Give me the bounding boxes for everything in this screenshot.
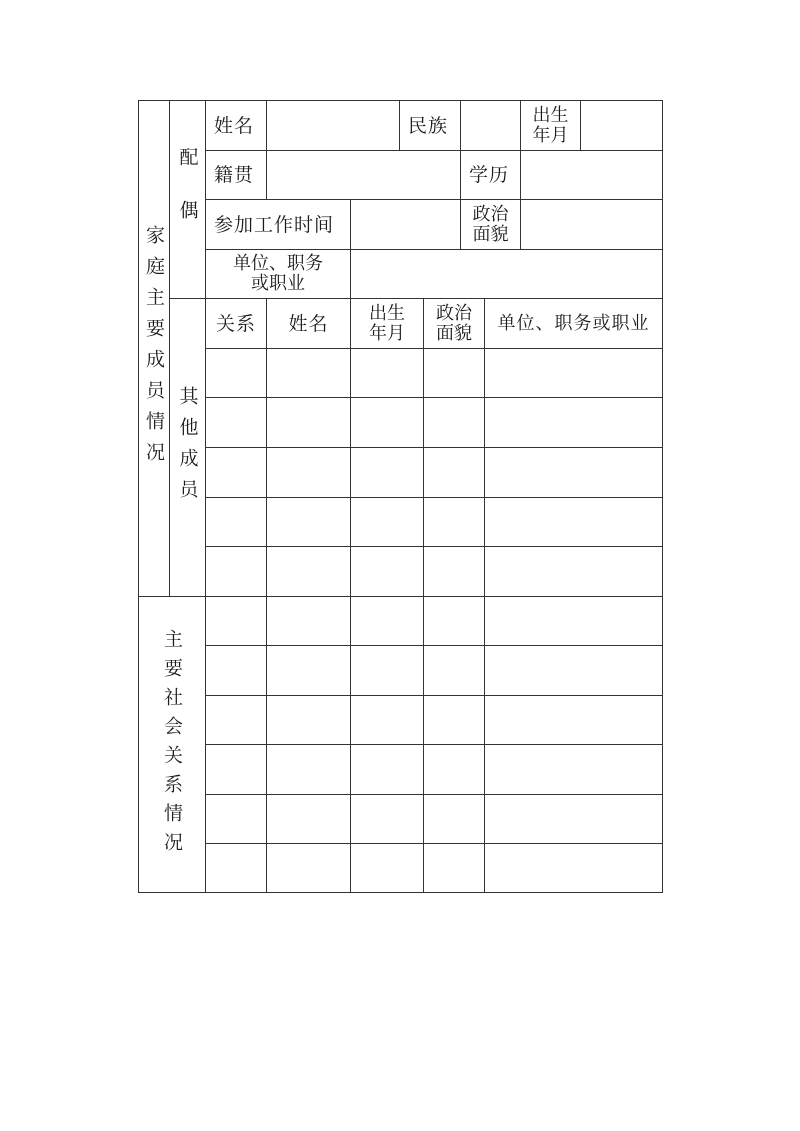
spouse-title: 配偶 [176,146,199,253]
family-member-row[interactable] [206,547,662,596]
col-header-name: 姓名 [288,312,329,335]
social-relation-row[interactable] [206,745,662,794]
spouse-native-place-field[interactable] [267,151,460,199]
spouse-birth-field[interactable] [581,101,662,150]
spouse-employer-field[interactable] [351,250,662,298]
social-section-title: 主要社会关系情况 [161,628,183,861]
col-header-birth: 出生 年月 [369,302,405,344]
spouse-name-field[interactable] [267,101,399,150]
family-member-row[interactable] [206,498,662,546]
social-relation-row[interactable] [206,795,662,843]
border-right [662,100,663,893]
spouse-ethnicity-label: 民族 [408,114,449,137]
family-section-title: 家庭主要成员情况 [143,224,165,473]
col-header-relation: 关系 [215,312,256,335]
social-relation-row[interactable] [206,844,662,892]
social-relation-row[interactable] [206,646,662,695]
col-header-political: 政治 面貌 [436,302,472,344]
spouse-education-field[interactable] [521,151,662,199]
others-title: 其他成员 [176,385,199,510]
spouse-native-place-label: 籍贯 [214,164,255,186]
spouse-employer-label: 单位、职务 或职业 [233,253,323,294]
spouse-work-start-field[interactable] [351,200,460,249]
family-member-row[interactable] [206,349,662,397]
col-header-employer: 单位、职务或职业 [497,312,650,334]
spouse-political-label: 政治 面貌 [472,203,509,245]
social-relation-row[interactable] [206,597,662,645]
spouse-ethnicity-field[interactable] [461,101,520,150]
family-member-row[interactable] [206,448,662,497]
border-bottom [138,892,663,893]
spouse-name-label: 姓名 [214,114,255,137]
spouse-birth-label: 出生 年月 [532,104,569,146]
spouse-education-label: 学历 [469,164,510,186]
spouse-work-start-label: 参加工作时间 [214,213,335,236]
family-member-row[interactable] [206,398,662,447]
spouse-political-field[interactable] [521,200,662,249]
social-relation-row[interactable] [206,696,662,744]
